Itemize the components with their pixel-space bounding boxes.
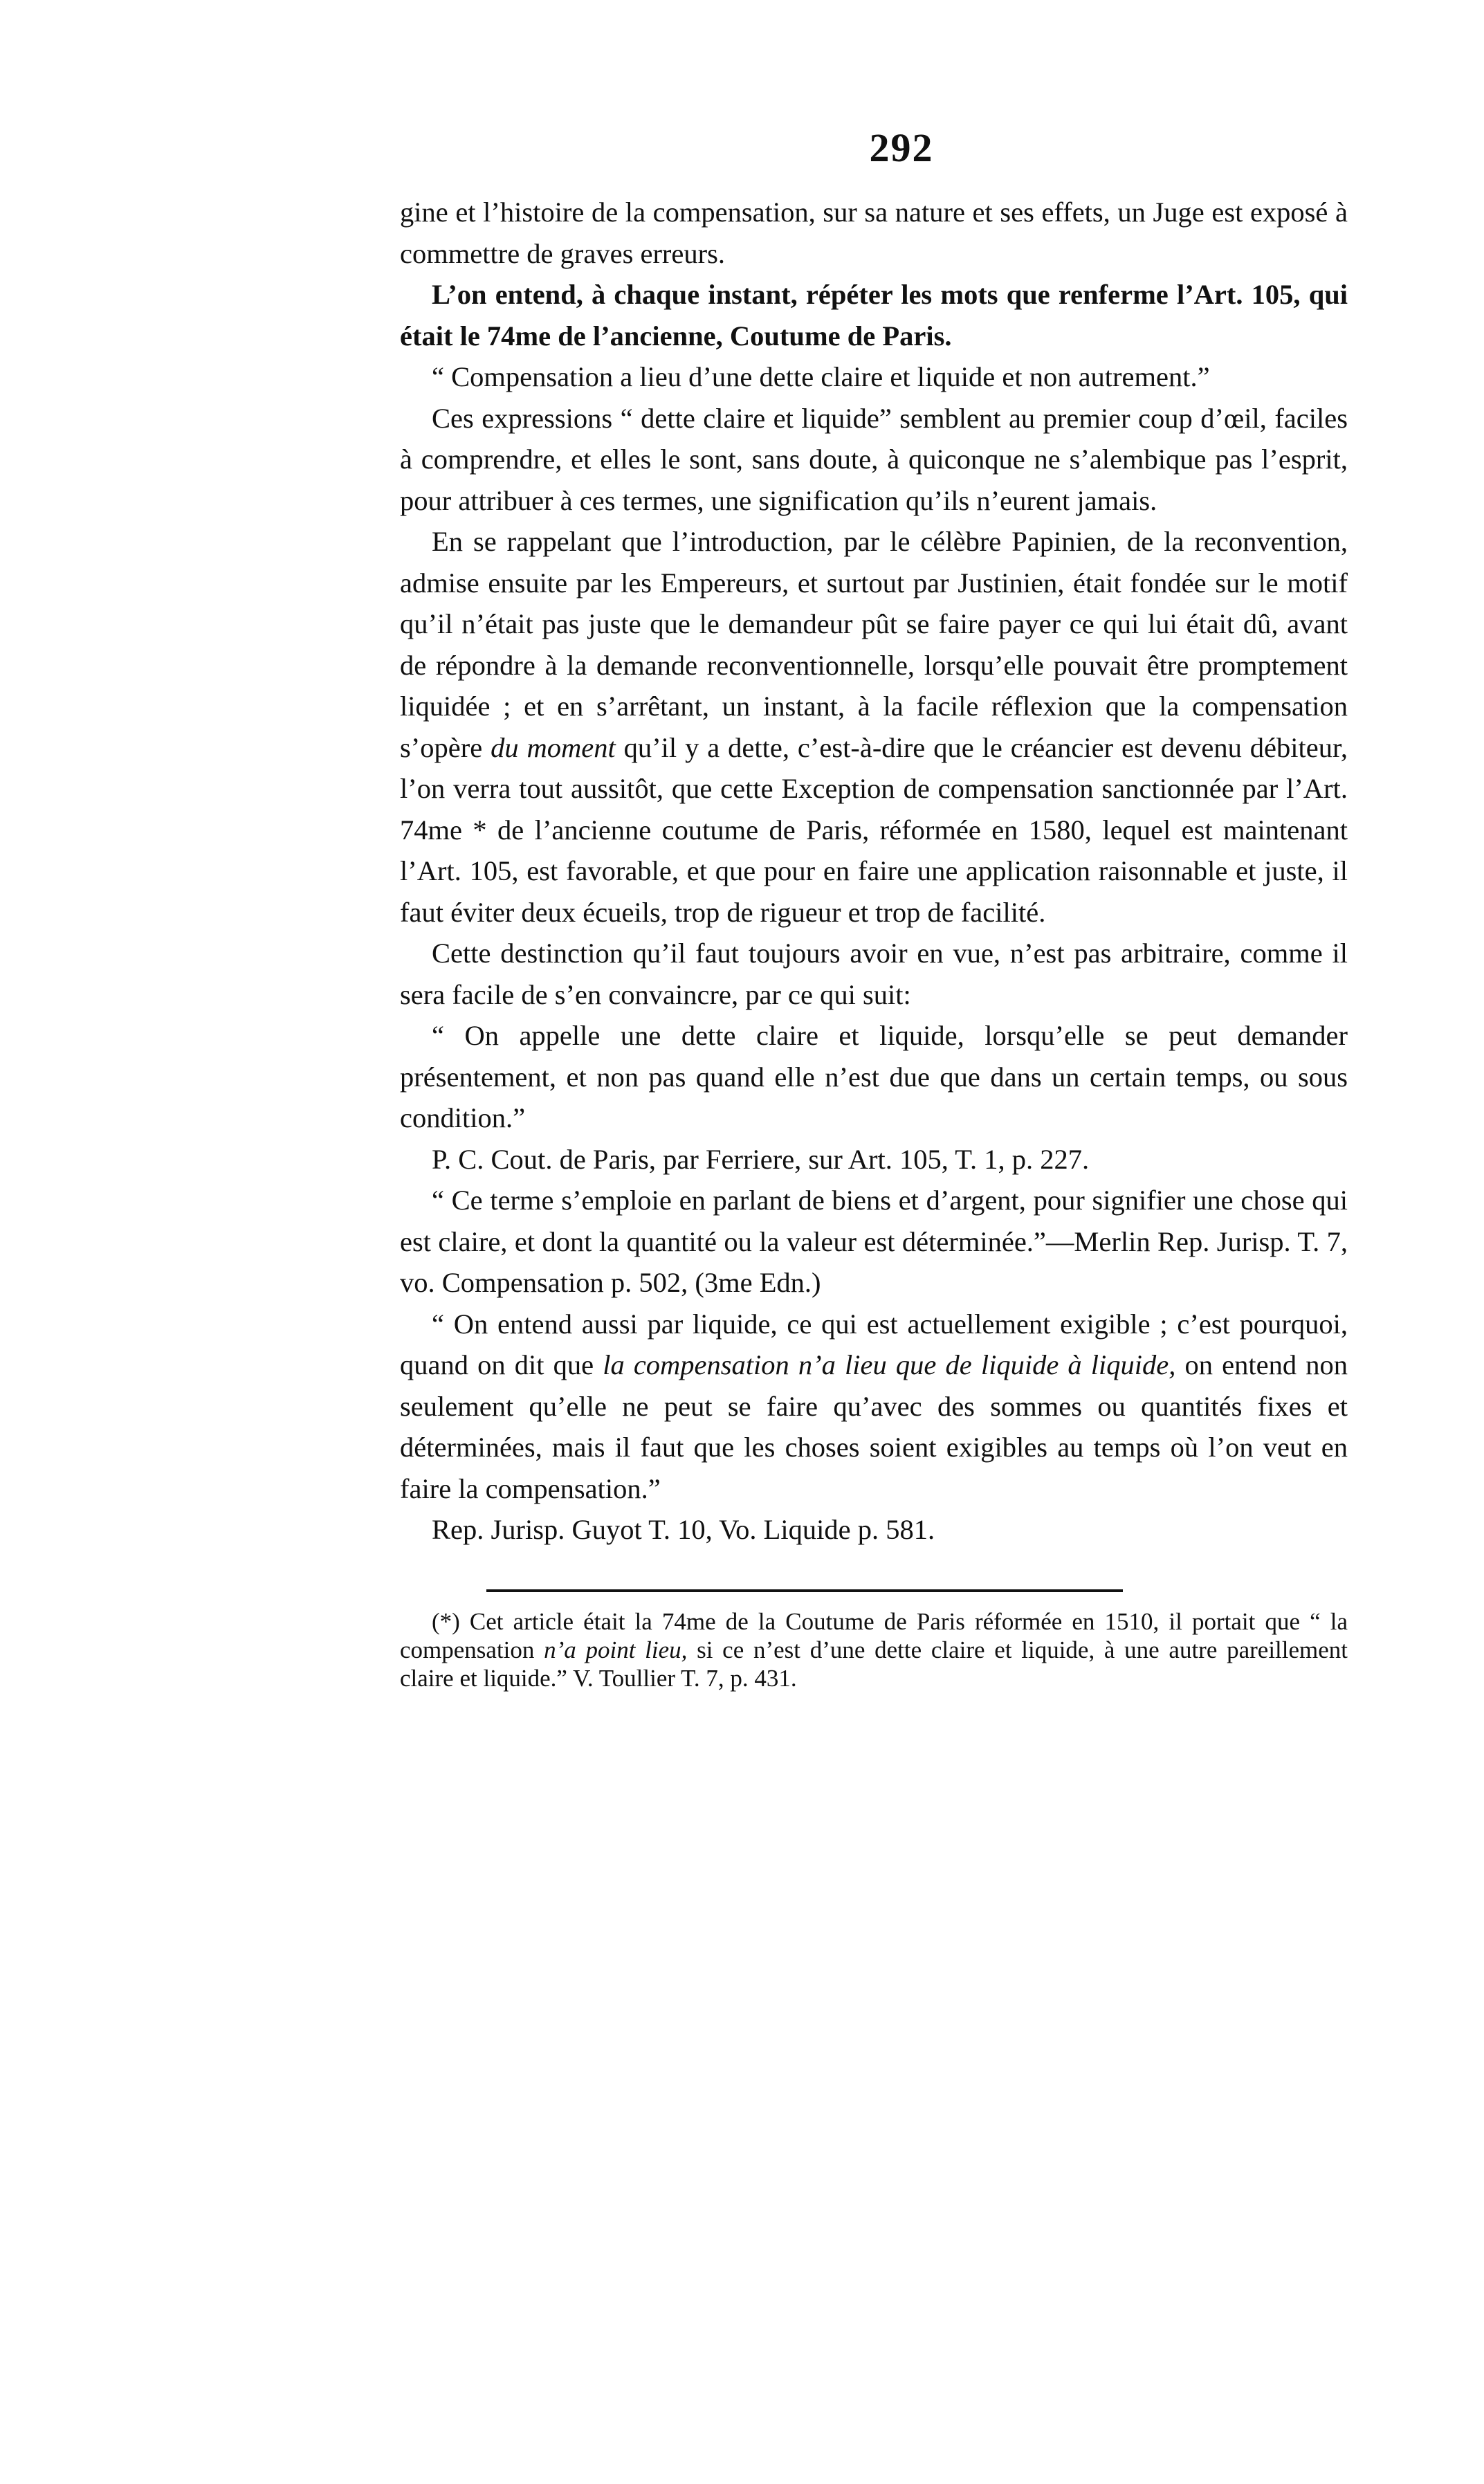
italic-text: la compensation n’a lieu que de liquide à liquide, (603, 1349, 1176, 1380)
text-run: “ On appelle une dette claire et liquide, lorsqu’elle se peut demander présentement, et non pas quand elle n’est due que dans un certain temps, ou sous condition.” (400, 1020, 1348, 1133)
paragraph (400, 356, 1348, 398)
text-run: si ce n’est d’une dette claire et liquide, à une autre pareillement claire et liquide.” V. Toullier T. 7, p. 431. (400, 1636, 1348, 1692)
body-text (400, 192, 1348, 1551)
page-number: 292 (869, 125, 934, 170)
text-run: Ces expressions “ dette claire et liquide” semblent au premier coup d’œil, faciles à comprendre, et elles le sont, sans doute, à quiconque ne s’alembique pas l’esprit, pour attribuer à ces termes, une signification qu’ils n’eurent jamais. (400, 402, 1348, 516)
text-run: En se rappelant que l’introduction, par le célèbre Papinien, de la reconvention, admise ensuite par les Empereurs, et surtout par Justinien, était fondée sur le motif qu’il n’était pas juste que le demandeur pût se faire payer ce qui lui était dû, avant de répondre à la demande reconventionnelle, lorsqu’elle pouvait être promptement liquidée ; et en s’arrêtant, un instant, à la facile réflexion que la compensation s’opère (400, 526, 1348, 763)
text-run: “ On entend aussi par liquide, ce qui est actuellement exigible ; c’est pourquoi, quand on dit que (400, 1308, 1348, 1380)
text-run: gine et l’histoire de la compensation, sur sa nature et ses effets, un Juge est exposé à commettre de graves erreurs. (400, 197, 1348, 269)
paragraph (400, 192, 1348, 274)
footnote-text (400, 1607, 1348, 1692)
book-page (400, 125, 1348, 1692)
paragraph (400, 521, 1348, 933)
paragraph (400, 1015, 1348, 1139)
footnote-rule (486, 1589, 1123, 1592)
text-run: “ Ce terme s’emploie en parlant de biens et d’argent, pour signifier une chose qui est claire, et dont la quantité ou la valeur est déterminée.”—Merlin Rep. Jurisp. T. 7, vo. Compensation p. 502, (3me Edn.) (400, 1185, 1348, 1298)
text-run: on entend non seulement qu’elle ne peut se faire qu’avec des sommes ou quantités fixes et déterminées, mais il faut que les choses soient exigibles au temps où l’on veut en faire la compensation.” (400, 1349, 1348, 1504)
text-run: (*) Cet article était la 74me de la Coutume de Paris réformée en 1510, il portait que “ la compensation (400, 1607, 1348, 1663)
paragraph (400, 1509, 1348, 1551)
italic-text: n’a point lieu, (544, 1636, 688, 1663)
text-run: “ Compensation a lieu d’une dette claire et liquide et non autrement.” (432, 361, 1210, 392)
paragraph (400, 398, 1348, 522)
paragraph (400, 1304, 1348, 1510)
italic-text: du moment (491, 731, 616, 763)
paragraph (400, 274, 1348, 356)
paragraph (400, 1139, 1348, 1180)
footnote (400, 1607, 1348, 1692)
paragraph (400, 1180, 1348, 1304)
text-run: Cette destinction qu’il faut toujours avoir en vue, n’est pas arbitraire, comme il sera facile de s’en convaincre, par ce qui suit: (400, 938, 1348, 1010)
paragraph (400, 933, 1348, 1015)
text-run: L’on entend, à chaque instant, répéter les mots que renferme l’Art. 105, qui était le 74me de l’ancienne, Coutume de Paris. (400, 279, 1348, 351)
text-run: P. C. Cout. de Paris, par Ferriere, sur Art. 105, T. 1, p. 227. (432, 1143, 1090, 1175)
text-run: qu’il y a dette, c’est-à-dire que le créancier est devenu débiteur, l’on verra tout aussitôt, que cette Exception de compensation sanctionnée par l’Art. 74me * de l’ancienne coutume de Paris, réformée en 1580, lequel est maintenant l’Art. 105, est favorable, et que pour en faire une application raisonnable et juste, il faut éviter deux écueils, trop de rigueur et trop de facilité. (400, 731, 1348, 928)
text-run: Rep. Jurisp. Guyot T. 10, Vo. Liquide p. 581. (432, 1514, 935, 1545)
